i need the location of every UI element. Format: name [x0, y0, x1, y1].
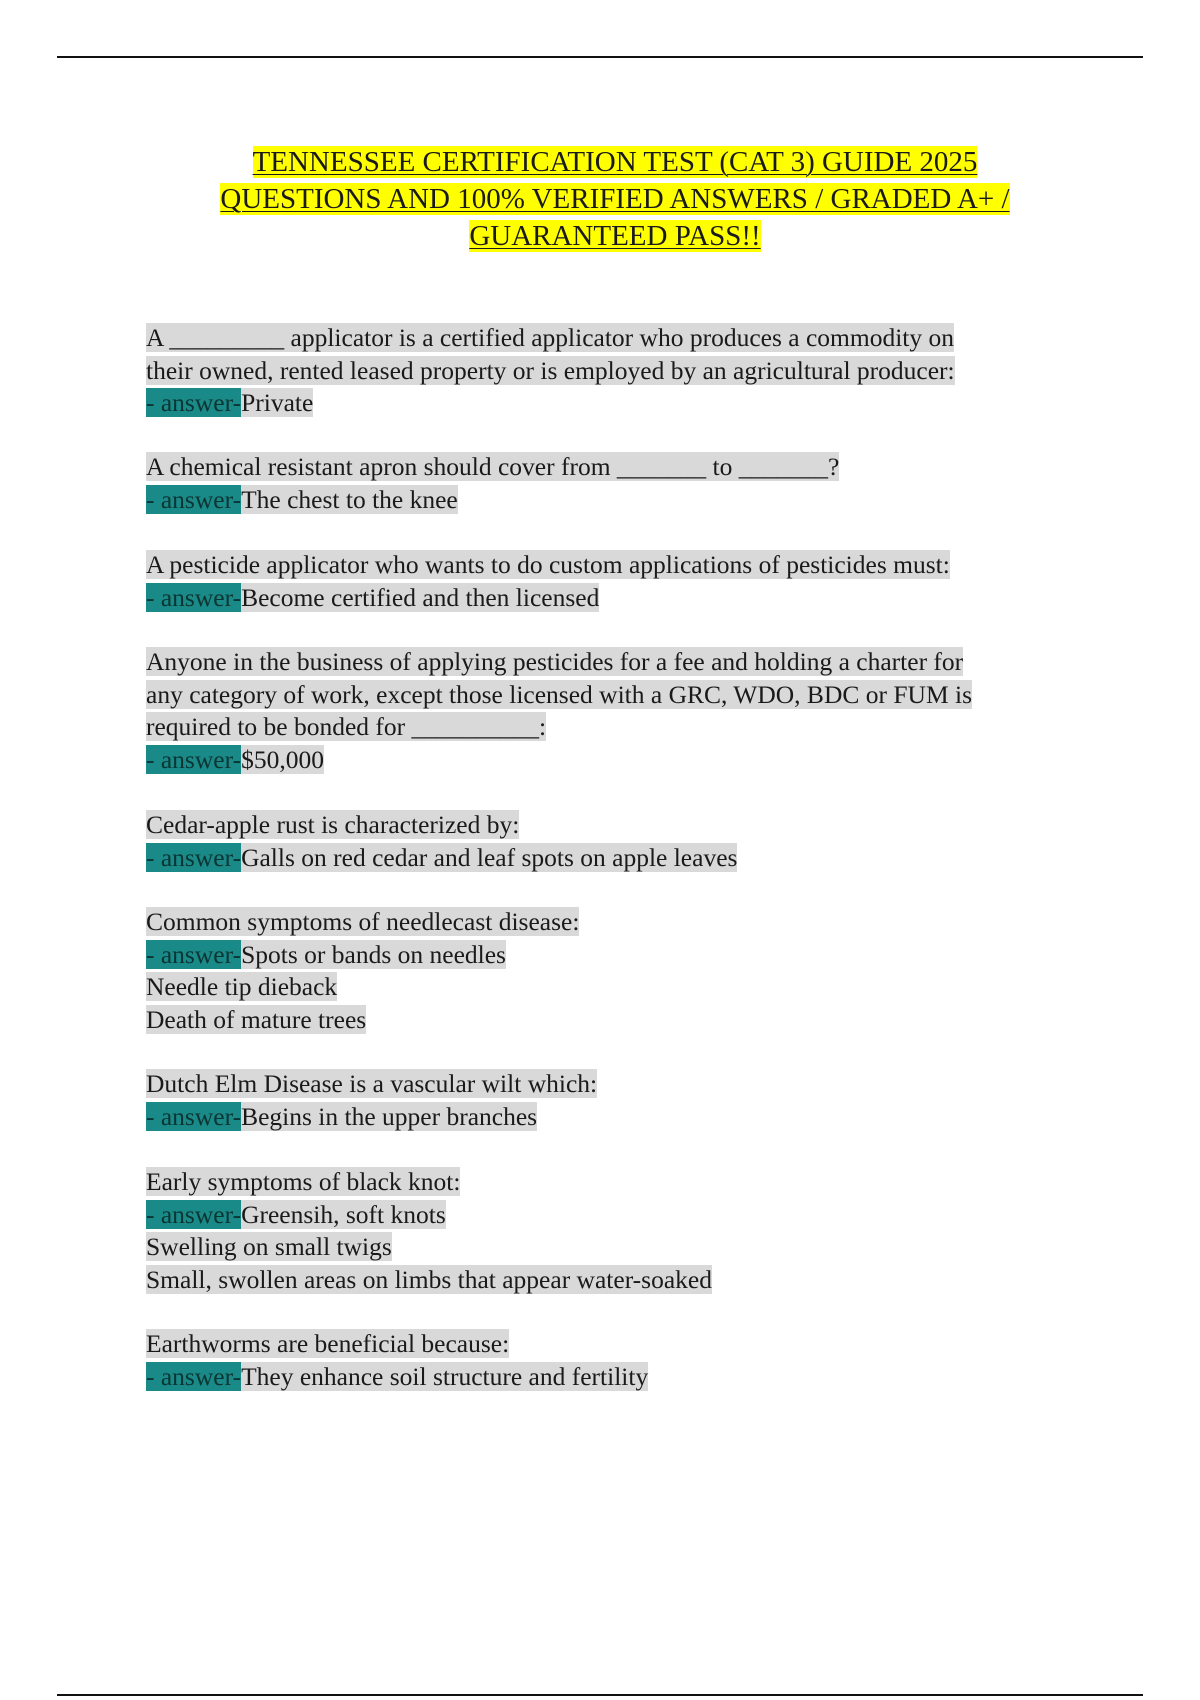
answer-prefix: - answer-: [146, 1361, 242, 1391]
answer-prefix: - answer-: [146, 1199, 242, 1229]
qa-item-black-knot: [146, 1166, 1086, 1296]
question-line: Anyone in the business of applying pesticides for a fee and holding a charter for: [146, 647, 964, 676]
answer-line: The chest to the knee: [241, 484, 458, 514]
question-line: A chemical resistant apron should cover from _______ to _______?: [146, 452, 840, 481]
answer-line: Greensih, soft knots: [241, 1199, 446, 1229]
question-line: Common symptoms of needlecast disease:: [146, 907, 580, 936]
answer-line: Needle tip dieback: [146, 972, 338, 1001]
answer-line: Galls on red cedar and leaf spots on apple leaves: [241, 842, 738, 872]
title-line-2: QUESTIONS AND 100% VERIFIED ANSWERS / GRADED A+ /: [220, 183, 1010, 215]
answer-line: Begins in the upper branches: [241, 1101, 538, 1131]
answer-line: Swelling on small twigs: [146, 1232, 392, 1261]
question-line: any category of work, except those licensed with a GRC, WDO, BDC or FUM is: [146, 679, 973, 709]
answer-line: Death of mature trees: [146, 1004, 367, 1034]
qa-item-dutch-elm: [146, 1068, 1086, 1133]
qa-item-earthworms: [146, 1328, 1086, 1393]
answer-prefix: - answer-: [146, 1101, 242, 1131]
question-line: Early symptoms of black knot:: [146, 1167, 461, 1196]
qa-item-apron: [146, 451, 1086, 516]
bottom-rule: [57, 1694, 1143, 1696]
qa-item-private: [146, 322, 1086, 420]
answer-prefix: - answer-: [146, 842, 242, 872]
answer-prefix: - answer-: [146, 582, 242, 612]
question-line: their owned, rented leased property or is employed by an agricultural producer:: [146, 355, 955, 385]
question-line: Dutch Elm Disease is a vascular wilt which:: [146, 1069, 598, 1098]
answer-line: Spots or bands on needles: [241, 939, 506, 969]
qa-item-cedar-apple-rust: [146, 809, 1086, 874]
qa-item-custom-applications: [146, 549, 1086, 614]
question-line: required to be bonded for __________:: [146, 712, 547, 741]
answer-prefix: - answer-: [146, 484, 242, 514]
answer-line: They enhance soil structure and fertility: [241, 1361, 649, 1391]
question-line: Cedar-apple rust is characterized by:: [146, 810, 520, 839]
answer-prefix: - answer-: [146, 744, 242, 774]
answer-prefix: - answer-: [146, 388, 242, 417]
answer-prefix: - answer-: [146, 939, 242, 969]
title-line-1: TENNESSEE CERTIFICATION TEST (CAT 3) GUIDE 2025: [252, 146, 978, 178]
top-rule: [57, 56, 1143, 58]
answer-line: $50,000: [241, 744, 324, 774]
qa-item-needlecast: [146, 906, 1086, 1036]
qa-item-bond: [146, 646, 1086, 776]
question-line: A _________ applicator is a certified applicator who produces a commodity on: [146, 323, 954, 352]
title-line-3: GUARANTEED PASS!!: [469, 220, 761, 252]
answer-line: Private: [241, 388, 314, 417]
question-line: Earthworms are beneficial because:: [146, 1329, 510, 1358]
answer-line: Small, swollen areas on limbs that appear water-soaked: [146, 1264, 712, 1294]
document-title: [120, 144, 1110, 255]
question-line: A pesticide applicator who wants to do custom applications of pesticides must:: [146, 550, 950, 579]
answer-line: Become certified and then licensed: [241, 582, 600, 612]
